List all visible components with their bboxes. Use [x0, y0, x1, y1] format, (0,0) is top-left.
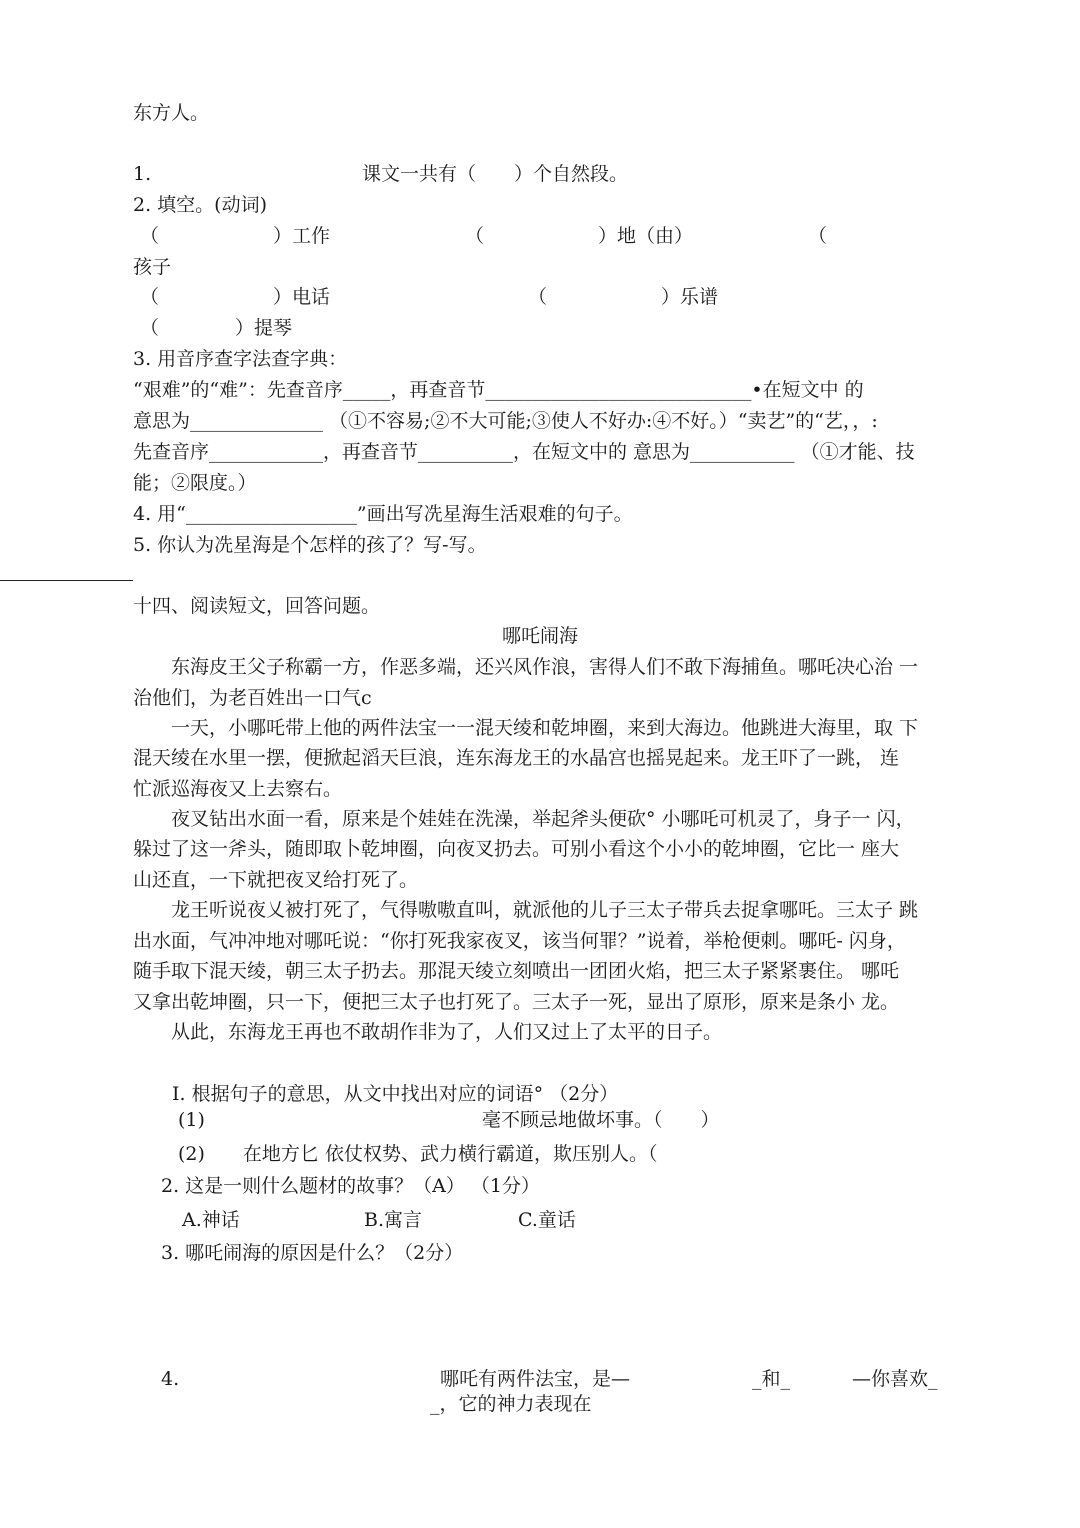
fill-blank: （ ）地（由） — [465, 225, 694, 247]
text-line: 意思为______________ （①不容易;②不大可能;③使人不好办:④不好。）“卖艺”的“艺，，: — [133, 410, 878, 432]
question-text: _和_ — [752, 1368, 791, 1390]
question-text: (2) 在地方匕 依仗权势、武力横行霸道，欺压别人。（ — [178, 1143, 658, 1165]
answer-option: B.寓言 — [364, 1209, 423, 1231]
passage-title: 哪吒闹海 — [502, 625, 579, 647]
passage-line: 又拿出乾坤圈，只一下，便把三太子也打死了。三太子一死，显出了原形，原来是条小 龙。 — [133, 991, 900, 1013]
question-text: 5. 你认为冼星海是个怎样的孩了？写-写。 — [133, 534, 487, 556]
question-text: 2. 填空。(动词) — [133, 194, 267, 216]
section-divider — [0, 580, 133, 581]
passage-line: 龙王听说夜乂被打死了，气得嗷嗷直叫，就派他的儿子三太子带兵去捉拿哪吒。三太子 跳 — [133, 899, 919, 921]
fill-blank: （ ）工作 — [140, 225, 331, 247]
question-number: (1) — [178, 1109, 205, 1131]
question-number: 1. — [133, 163, 152, 185]
question-text: 4. 用“__________________”画出写冼星海生活艰难的句子。 — [133, 503, 633, 525]
fill-blank: （ ）电话 — [140, 286, 331, 308]
text-line: 东方人。 — [133, 102, 210, 124]
answer-option: C.童话 — [518, 1209, 576, 1231]
question-text: 课文一共有（ ）个自然段。 — [362, 163, 629, 185]
fill-blank: （ ）乐谱 — [528, 286, 719, 308]
fill-blank: （ — [808, 225, 828, 247]
passage-line: 夜叉钻出水面一看，原来是个娃娃在洗澡，举起斧头便砍° 小哪吒可机灵了，身子一 闪， — [133, 808, 915, 830]
question-text: 2. 这是一则什么题材的故事？（A） （1分） — [161, 1175, 541, 1197]
text-line: “艰难”的“难”：先查音序_____，再查音节____________________________•在短文中 的 — [133, 379, 864, 401]
answer-option: A.神话 — [182, 1209, 240, 1231]
passage-line: 东海皮王父子称霸一方，作恶多端，还兴风作浪，害得人们不敢下海捕鱼。哪吒决心治 一 — [133, 656, 919, 678]
section-heading: 十四、阅读短文，回答问题。 — [133, 595, 381, 617]
passage-line: 山还直，一下就把夜叉给打死了。 — [133, 869, 419, 891]
question-number: 4. — [161, 1368, 180, 1390]
question-text: 哪吒有两件法宝，是— — [440, 1368, 631, 1390]
passage-line: 随手取下混天绫，朝三太子扔去。那混天绫立刻喷出一团团火焰，把三太子紧紧裹住。 哪吒 — [133, 960, 900, 982]
text-line: 孩子 — [133, 256, 172, 278]
question-text: 3. 用音序查字法查字典： — [133, 348, 348, 370]
passage-line: 一天，小哪吒带上他的两件法宝一一混天绫和乾坤圈，来到大海边。他跳进大海里，取 下 — [133, 717, 919, 739]
text-line: 先查音序____________，再查音节__________，在短文中的 意思为___________ （①才能、技 — [133, 441, 915, 463]
passage-line: 躲过了这一斧头，随即取卜乾坤圈，向夜叉扔去。可别小看这个小小的乾坤圈，它比一 座大 — [133, 838, 900, 860]
passage-line: 混天绫在水里一摆，便掀起滔天巨浪，连东海龙王的水晶宫也摇晃起来。龙王吓了一跳， 连 — [133, 747, 900, 769]
passage-line: 出水面，气冲冲地对哪吒说：“你打死我家夜叉，该当何罪？”说着，举枪便刺。哪吒- 闪身， — [133, 930, 906, 952]
passage-line: 治他们，为老百姓出一口气c — [133, 687, 372, 709]
fill-blank: （ ）提琴 — [140, 317, 293, 339]
question-text: I. 根据句子的意思，从文中找出对应的词语° （2分） — [172, 1083, 619, 1105]
question-text: 毫不顾忌地做坏事。（ ） — [482, 1109, 720, 1131]
passage-line: 从此，东海龙王再也不敢胡作非为了，人们又过上了太平的日子。 — [133, 1021, 723, 1043]
question-text: 3. 哪吒闹海的原因是什么？（2分） — [161, 1242, 464, 1264]
text-line: 能；②限度。） — [133, 472, 257, 494]
passage-line: 忙派巡海夜又上去察右。 — [133, 778, 343, 800]
question-text: —你喜欢_ — [852, 1368, 938, 1390]
question-text: _，它的神力表现在 — [430, 1393, 592, 1415]
